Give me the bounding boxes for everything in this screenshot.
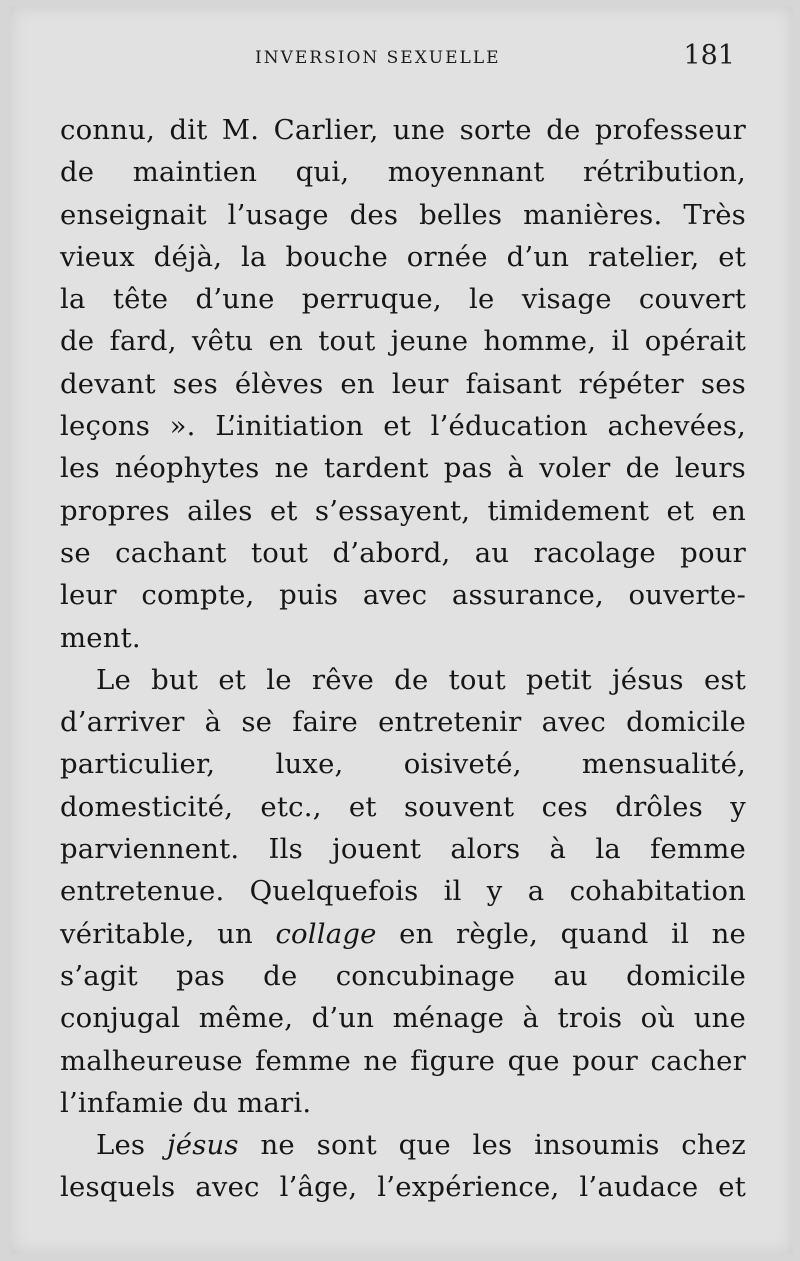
text-line: parviennent. Ils jouent alors à la femme [60,833,746,866]
paragraph [60,1124,746,1209]
text-line [60,1124,746,1166]
text-line: enseignait l’usage des belles manières. Très [60,198,746,231]
text-line: s’agit pas de concubinage au domicile [60,959,746,992]
text-fragment: en règle, quand il ne [399,917,746,950]
text-fragment: ne sont que les insoumis chez [260,1129,746,1162]
text-line: ment. [60,621,141,654]
text-line: entretenue. Quelquefois il y a cohabitation [60,875,746,908]
text-line: l’infamie du mari. [60,1086,312,1119]
text-line: se cachant tout d’abord, au racolage pour [60,536,746,569]
text-line: devant ses élèves en leur faisant répéter ses [60,367,746,400]
text-line: malheureuse femme ne figure que pour cacher [60,1044,746,1077]
text-line: propres ailes et s’essayent, timidement et en [60,494,746,527]
text-line: vieux déjà, la bouche ornée d’un ratelier, et [60,240,746,273]
text-line: la tête d’une perruque, le visage couvert [60,283,746,316]
text-line: domesticité, etc., et souvent ces drôles y [60,790,746,823]
text-line [60,913,746,955]
text-line: d’arriver à se faire entretenir avec domicile [60,706,746,739]
book-page [10,6,793,1254]
text-line: leçons ». L’initiation et l’éducation achevées, [60,410,746,443]
body-text [60,109,746,1209]
text-line: Le but et le rêve de tout petit jésus est [96,663,746,696]
italic-word: jésus [167,1129,239,1162]
text-line: conjugal même, d’un ménage à trois où une [60,1002,746,1035]
text-line: les néophytes ne tardent pas à voler de leurs [60,452,746,485]
text-line: de fard, vêtu en tout jeune homme, il opérait [60,325,746,358]
text-line: leur compte, puis avec assurance, ouverte- [60,579,746,612]
text-fragment: véritable, un [60,917,253,950]
text-line: particulier, luxe, oisiveté, mensualité, [60,748,746,781]
text-fragment: Les [96,1129,146,1162]
page-header [10,38,793,78]
page-number: 181 [683,40,735,71]
running-title: INVERSION SEXUELLE [255,48,501,68]
text-line: de maintien qui, moyennant rétribution, [60,156,746,189]
paragraph [60,659,746,1124]
paragraph [60,109,746,659]
text-line: connu, dit M. Carlier, une sorte de professeur [60,114,746,146]
italic-word: collage [275,917,377,950]
text-line: lesquels avec l’âge, l’expérience, l’audace et [60,1171,746,1204]
